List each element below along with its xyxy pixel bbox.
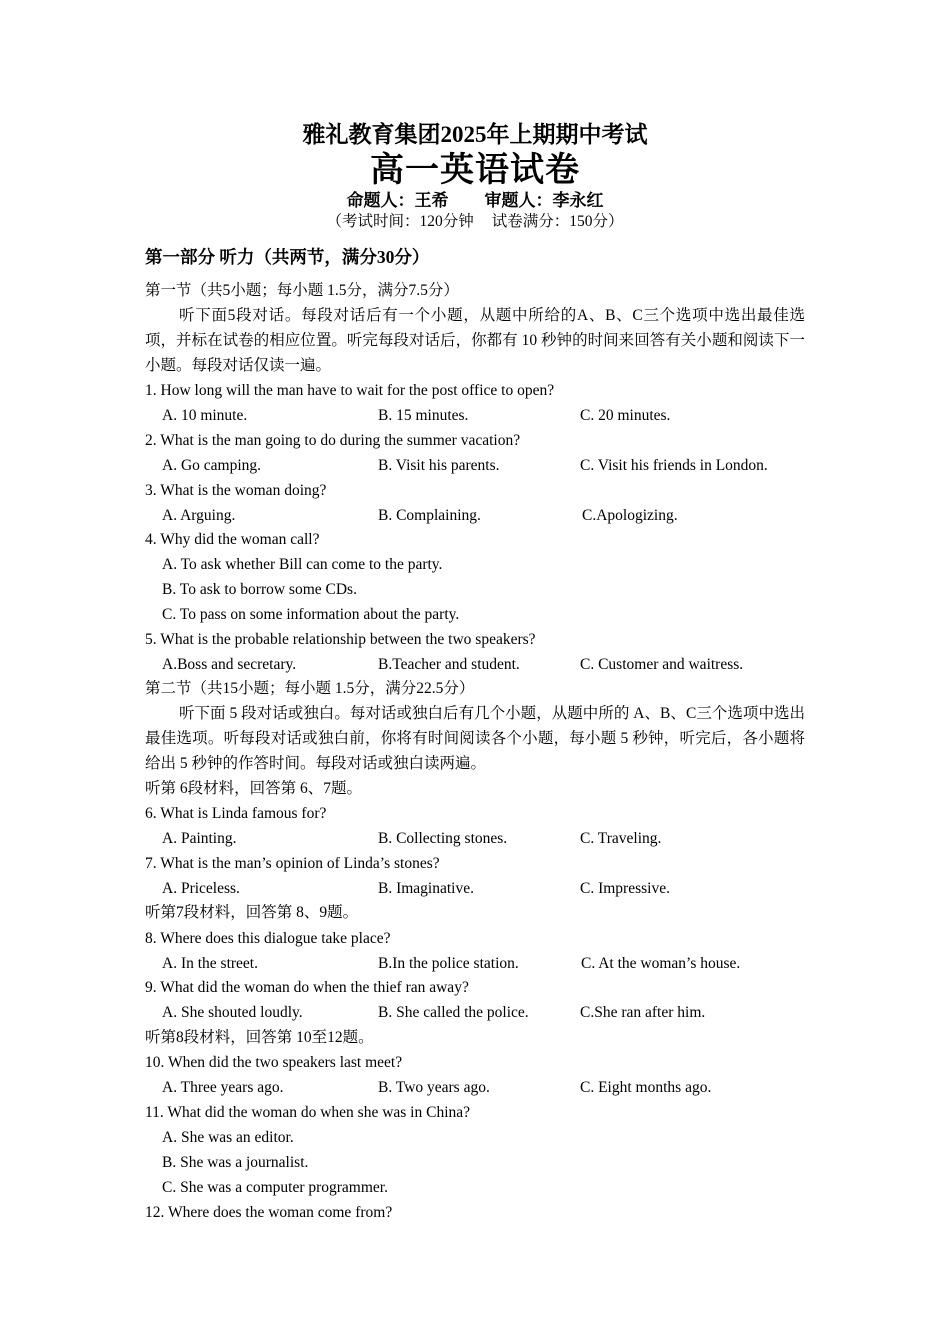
setter: 命题人：王希: [346, 191, 449, 210]
option-11c: C. She was a computer programmer.: [162, 1179, 388, 1196]
question-12: 12. Where does the woman come from?: [145, 1204, 393, 1221]
material-8-note: 听第8段材料，回答第 10至12题。: [145, 1029, 374, 1046]
question-2: 2. What is the man going to do during the summer vacation?: [145, 432, 521, 449]
option-6c: C. Traveling.: [580, 830, 662, 847]
exam-authors: [0, 186, 950, 211]
question-5: 5. What is the probable relationship between the two speakers?: [145, 631, 536, 648]
option-8c: C. At the woman’s house.: [581, 955, 741, 972]
option-1c: C. 20 minutes.: [580, 407, 671, 424]
option-7b: B. Imaginative.: [378, 880, 474, 897]
option-5b: B.Teacher and student.: [378, 656, 520, 673]
option-8a: A. In the street.: [162, 955, 258, 972]
question-1: 1. How long will the man have to wait for the post office to open?: [145, 382, 555, 399]
option-10c: C. Eight months ago.: [580, 1079, 712, 1096]
option-5a: A.Boss and secretary.: [162, 656, 297, 673]
section1-instructions: 听下面5段对话。每段对话后有一个小题，从题中所给的A、B、C三个选项中选出最佳选项，并标在试卷的相应位置。听完每段对话后，你都有 10 秒钟的时间来回答有关小题和阅读下一小题。每段对话仅读一遍。: [145, 307, 805, 374]
question-10: 10. When did the two speakers last meet?: [145, 1054, 403, 1071]
question-9: 9. What did the woman do when the thief ran away?: [145, 979, 469, 996]
reviewer: 审题人：李永红: [484, 191, 604, 210]
option-1b: B. 15 minutes.: [378, 407, 469, 424]
option-8b: B.In the police station.: [378, 955, 519, 972]
section2-heading: 第二节（共15小题；每小题 1.5分，满分22.5分）: [145, 680, 475, 697]
option-7a: A. Priceless.: [162, 880, 240, 897]
question-4: 4. Why did the woman call?: [145, 531, 320, 548]
option-10b: B. Two years ago.: [378, 1079, 490, 1096]
option-1a: A. 10 minute.: [162, 407, 248, 424]
question-7: 7. What is the man’s opinion of Linda’s stones?: [145, 855, 440, 872]
option-11a: A. She was an editor.: [162, 1129, 294, 1146]
option-2b: B. Visit his parents.: [378, 457, 500, 474]
option-9c: C.She ran after him.: [580, 1004, 706, 1021]
option-7c: C. Impressive.: [580, 880, 670, 897]
question-6: 6. What is Linda famous for?: [145, 805, 327, 822]
exam-title: 雅礼教育集团2025年上期期中考试: [302, 122, 648, 147]
option-9b: B. She called the police.: [378, 1004, 529, 1021]
option-2c: C. Visit his friends in London.: [580, 457, 768, 474]
question-3: 3. What is the woman doing?: [145, 482, 327, 499]
option-4c: C. To pass on some information about the party.: [162, 606, 460, 623]
option-11b: B. She was a journalist.: [162, 1154, 309, 1171]
part1-title: 第一部分 听力（共两节，满分30分）: [145, 247, 430, 267]
exam-time: （考试时间：120分钟: [326, 213, 474, 230]
question-11: 11. What did the woman do when she was in China?: [145, 1104, 471, 1121]
option-2a: A. Go camping.: [162, 457, 262, 474]
exam-score: 试卷满分：150分）: [491, 213, 624, 230]
material-6-note: 听第 6段材料，回答第 6、7题。: [145, 780, 363, 797]
option-3b: B. Complaining.: [378, 507, 481, 524]
option-4a: A. To ask whether Bill can come to the party.: [162, 556, 443, 573]
option-9a: A. She shouted loudly.: [162, 1004, 303, 1021]
question-8: 8. Where does this dialogue take place?: [145, 930, 391, 947]
option-3c: C.Apologizing.: [582, 507, 678, 524]
option-10a: A. Three years ago.: [162, 1079, 284, 1096]
exam-info: [0, 209, 950, 231]
section1-heading: 第一节（共5小题；每小题 1.5分，满分7.5分）: [145, 282, 459, 299]
option-5c: C. Customer and waitress.: [580, 656, 744, 673]
material-7-note: 听第7段材料，回答第 8、9题。: [145, 904, 359, 921]
option-3a: A. Arguing.: [162, 507, 236, 524]
option-6a: A. Painting.: [162, 830, 237, 847]
exam-subtitle: 高一英语试卷: [370, 152, 580, 189]
section2-instructions: 听下面 5 段对话或独白。每对话或独白后有几个小题，从题中所的 A、B、C三个选项中选出最佳选项。听每段对话或独白前，你将有时间阅读各个小题，每小题 5 秒钟，听完后，各小题将给出 5 秒钟的作答时间。每段对话或独白读两遍。: [145, 705, 805, 772]
option-6b: B. Collecting stones.: [378, 830, 508, 847]
option-4b: B. To ask to borrow some CDs.: [162, 581, 357, 598]
